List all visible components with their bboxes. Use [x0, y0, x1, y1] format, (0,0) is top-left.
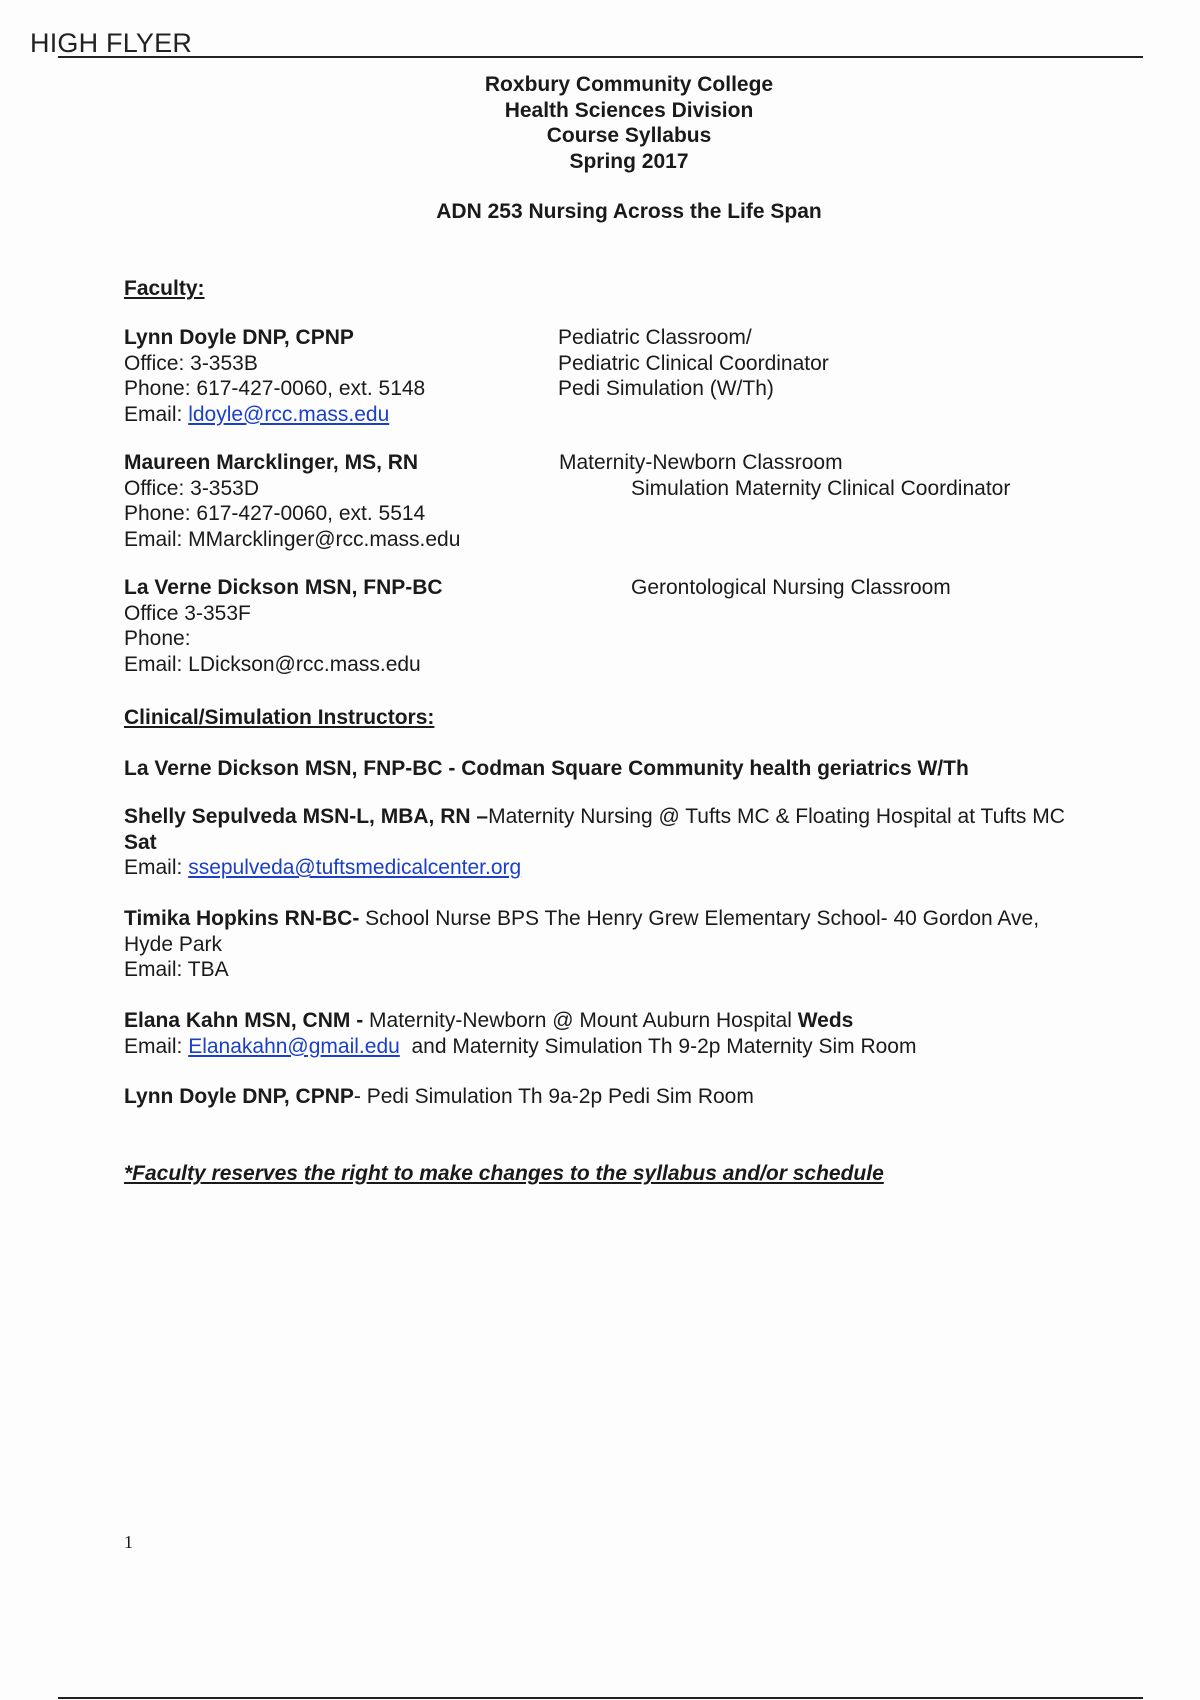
instructor-detail: Maternity Nursing @ Tufts MC & Floating Hospital at Tufts MC [488, 805, 1065, 828]
syllabus-disclaimer: *Faculty reserves the right to make changes to the syllabus and/or schedule [124, 1162, 884, 1185]
instructor-doyle [124, 1084, 754, 1110]
faculty-phone: Phone: 617-427-0060, ext. 5514 [124, 502, 426, 525]
header-rule [58, 56, 1143, 58]
faculty-phone: Phone: [124, 627, 191, 650]
faculty-name: La Verne Dickson MSN, FNP-BC [124, 576, 443, 599]
email-label: Email: [124, 856, 189, 879]
email-label: Email: [124, 402, 189, 426]
footer-rule [58, 1697, 1143, 1699]
instructor-sepulveda [124, 804, 1065, 881]
document-type: Course Syllabus [546, 124, 712, 147]
faculty-office: Office: 3-353D [124, 476, 260, 500]
faculty-role: Pedi Simulation (W/Th) [558, 377, 774, 400]
instructor-kahn [124, 1008, 916, 1059]
instructor-email-suffix: and Maternity Simulation Th 9-2p Maternity Sim Room [399, 1034, 917, 1058]
instructor-name: Lynn Doyle DNP, CPNP [124, 1085, 354, 1108]
faculty-name: Maureen Marcklinger, MS, RN [124, 451, 419, 474]
instructor-day: Weds [797, 1009, 854, 1032]
faculty-phone: Phone: 617-427-0060, ext. 5148 [124, 377, 426, 400]
instructor-email-row [124, 855, 1065, 881]
email-link[interactable]: Elanakahn@gmail.edu [188, 1034, 400, 1058]
page-number: 1 [124, 1532, 133, 1552]
email-link[interactable]: ssepulveda@tuftsmedicalcenter.org [188, 856, 522, 879]
faculty-office: Office: 3-353B [124, 351, 258, 375]
instructor-day: Sat [124, 830, 157, 854]
instructors-heading: Clinical/Simulation Instructors: [124, 706, 435, 729]
faculty-card-dickson [124, 575, 443, 677]
instructor-name: Timika Hopkins RN-BC- [124, 907, 360, 930]
course-title: ADN 253 Nursing Across the Life Span [436, 200, 822, 223]
faculty-role: Gerontological Nursing Classroom [631, 576, 951, 599]
instructor-hopkins [124, 906, 1039, 983]
email-label: Email: [124, 1034, 189, 1058]
email-link[interactable]: ldoyle@rcc.mass.edu [188, 402, 390, 426]
faculty-office: Office 3-353F [124, 601, 251, 625]
faculty-email-row [124, 402, 425, 428]
faculty-role: Pediatric Classroom/ [558, 326, 752, 349]
title-block [0, 72, 1200, 174]
term: Spring 2017 [569, 149, 689, 173]
document-header-label: HIGH FLYER [30, 28, 193, 58]
faculty-role: Simulation Maternity Clinical Coordinator [631, 477, 1011, 500]
instructor-line [124, 804, 1065, 830]
instructor-detail: Maternity-Newborn @ Mount Auburn Hospital [363, 1009, 798, 1032]
faculty-roles-doyle [558, 325, 829, 402]
faculty-card-doyle [124, 325, 425, 427]
faculty-role: Pediatric Clinical Coordinator [558, 351, 829, 375]
division-name: Health Sciences Division [504, 98, 754, 122]
instructor-detail: School Nurse BPS The Henry Grew Elementary School- 40 Gordon Ave, [359, 907, 1040, 930]
instructor-email: Email: TBA [124, 958, 229, 981]
faculty-name: Lynn Doyle DNP, CPNP [124, 326, 354, 349]
instructor-detail: - Pedi Simulation Th 9a-2p Pedi Sim Room [353, 1085, 754, 1108]
instructor-email-row [124, 1034, 916, 1060]
faculty-email: Email: MMarcklinger@rcc.mass.edu [124, 527, 461, 551]
instructor-name: Shelly Sepulveda MSN-L, MBA, RN – [124, 805, 489, 828]
faculty-heading: Faculty: [124, 277, 205, 300]
faculty-role: Maternity-Newborn Classroom [559, 451, 843, 474]
instructor-name: Elana Kahn MSN, CNM - [124, 1009, 364, 1032]
instructor-dickson: La Verne Dickson MSN, FNP-BC - Codman Square Community health geriatrics W/Th [124, 757, 969, 780]
instructor-detail-cont: Hyde Park [124, 932, 223, 956]
instructor-line [124, 1008, 916, 1034]
college-name: Roxbury Community College [484, 73, 774, 96]
faculty-email: Email: LDickson@rcc.mass.edu [124, 652, 421, 676]
faculty-card-marcklinger [124, 450, 460, 552]
instructor-line [124, 906, 1039, 932]
